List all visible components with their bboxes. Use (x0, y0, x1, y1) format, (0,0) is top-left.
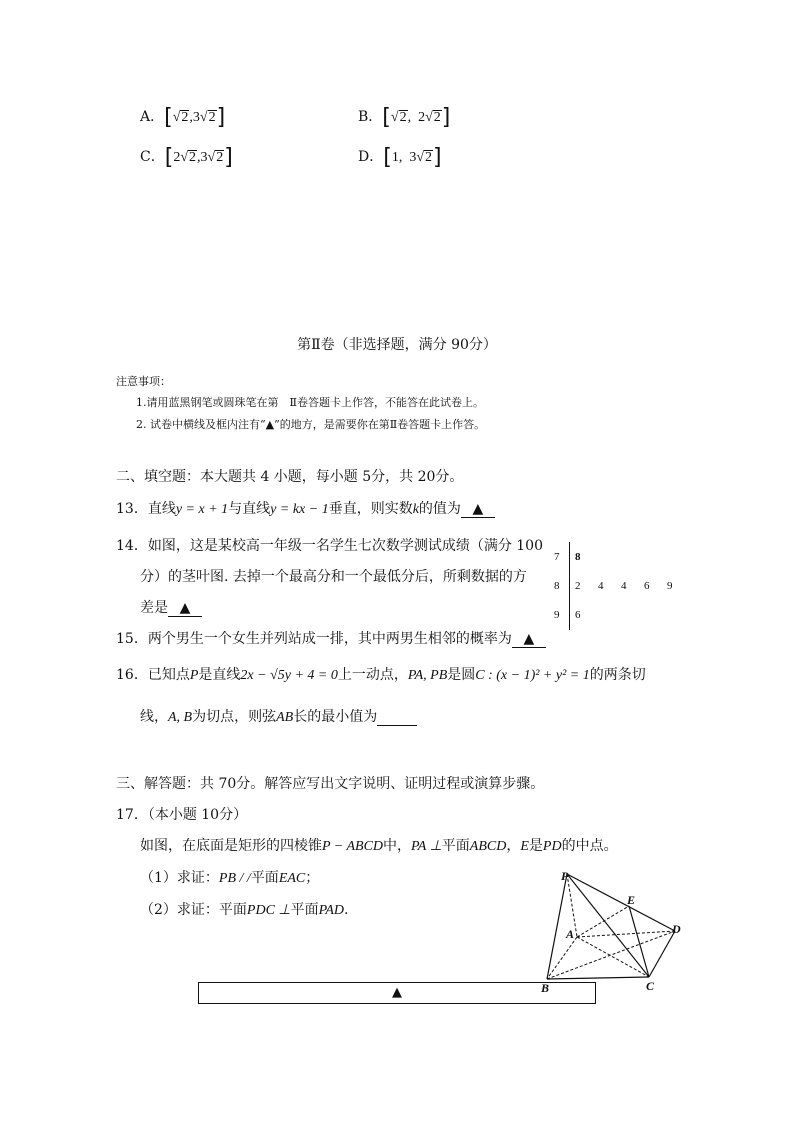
question-15: 15．两个男生一个女生并列站成一排，其中两男生相邻的概率为 ▲ (116, 628, 546, 648)
answer-blank[interactable] (377, 709, 417, 726)
stem-leaf-plot (548, 542, 678, 632)
segment-ae (577, 906, 629, 937)
note-2: 2. 试卷中横线及框内注有“▲”的地方，是需要你在第Ⅱ卷答题卡上作答。 (136, 418, 486, 431)
edge-pb (547, 874, 567, 979)
stem-7: 7 (554, 551, 560, 563)
question-17-part2: （2）求证：平面PDC ⊥平面PAD. (140, 902, 349, 918)
label-e: E (627, 893, 636, 907)
stem-9: 9 (554, 609, 560, 621)
section-solve-title: 三、解答题：共 70分。解答应写出文字说明、证明过程或演算步骤。 (116, 776, 545, 792)
section-fill-blank-title: 二、填空题：本大题共 4 小题，每小题 5分，共 20分。 (116, 469, 464, 485)
edge-bc (547, 977, 649, 979)
option-b: B．[√2, 2√2] (358, 105, 451, 130)
label-p: P (561, 869, 569, 883)
option-a: A．[√2,3√2] (140, 105, 226, 130)
pyramid-figure (535, 862, 695, 994)
edge-cd (649, 931, 675, 977)
option-d: D．[1, 3√2] (358, 145, 442, 170)
question-17-header: 17．（本小题 10分） (116, 807, 248, 823)
question-17-stem: 如图，在底面是矩形的四棱锥P − ABCD中，PA ⊥平面ABCD，E是PD的中点。 (140, 838, 618, 854)
answer-marker: ▲ (392, 985, 402, 1000)
answer-blank[interactable]: ▲ (461, 501, 495, 518)
notes-title: 注意事项： (116, 375, 171, 388)
question-14-line1: 14．如图，这是某校高一年级一名学生七次数学测试成绩（满分 100 (116, 538, 543, 554)
question-14-line3: 差是 ▲ (140, 597, 202, 617)
question-17-part1: （1）求证：PB / /平面EAC； (140, 870, 320, 886)
question-13: 13．直线y = x + 1与直线y = kx − 1垂直，则实数k的值为 ▲ (116, 498, 495, 518)
edge-pd (567, 874, 675, 931)
label-b: B (541, 981, 550, 994)
leaves-7: 8 (575, 551, 581, 563)
part2-title: 第Ⅱ卷（非选择题，满分 90分） (297, 337, 497, 353)
label-c: C (646, 979, 655, 993)
leaves-8: 2 4 4 6 9 (575, 580, 673, 592)
diagonal-ac (577, 937, 649, 977)
option-c: C．[2√2,3√2] (140, 145, 233, 170)
note-1: 1.请用蓝黑钢笔或圆珠笔在第 Ⅱ卷答题卡上作答，不能答在此试卷上。 (136, 396, 484, 409)
stem-8: 8 (554, 580, 560, 592)
edge-pc (567, 874, 649, 977)
leaves-9: 6 (575, 609, 581, 621)
label-d: D (672, 922, 681, 936)
stem-divider (569, 542, 570, 630)
question-16-line2: 线，A, B为切点，则弦AB长的最小值为 (140, 706, 417, 726)
label-a: A (566, 927, 575, 941)
question-14-line2: 分）的茎叶图. 去掉一个最高分和一个最低分后，所剩数据的方 (140, 569, 527, 585)
answer-blank[interactable]: ▲ (168, 600, 202, 617)
answer-blank[interactable]: ▲ (512, 631, 546, 648)
question-16-line1: 16．已知点P是直线2x − √5y + 4 = 0上一动点，PA, PB是圆C : (x − 1)² + y² = 1的两条切 (116, 667, 646, 683)
